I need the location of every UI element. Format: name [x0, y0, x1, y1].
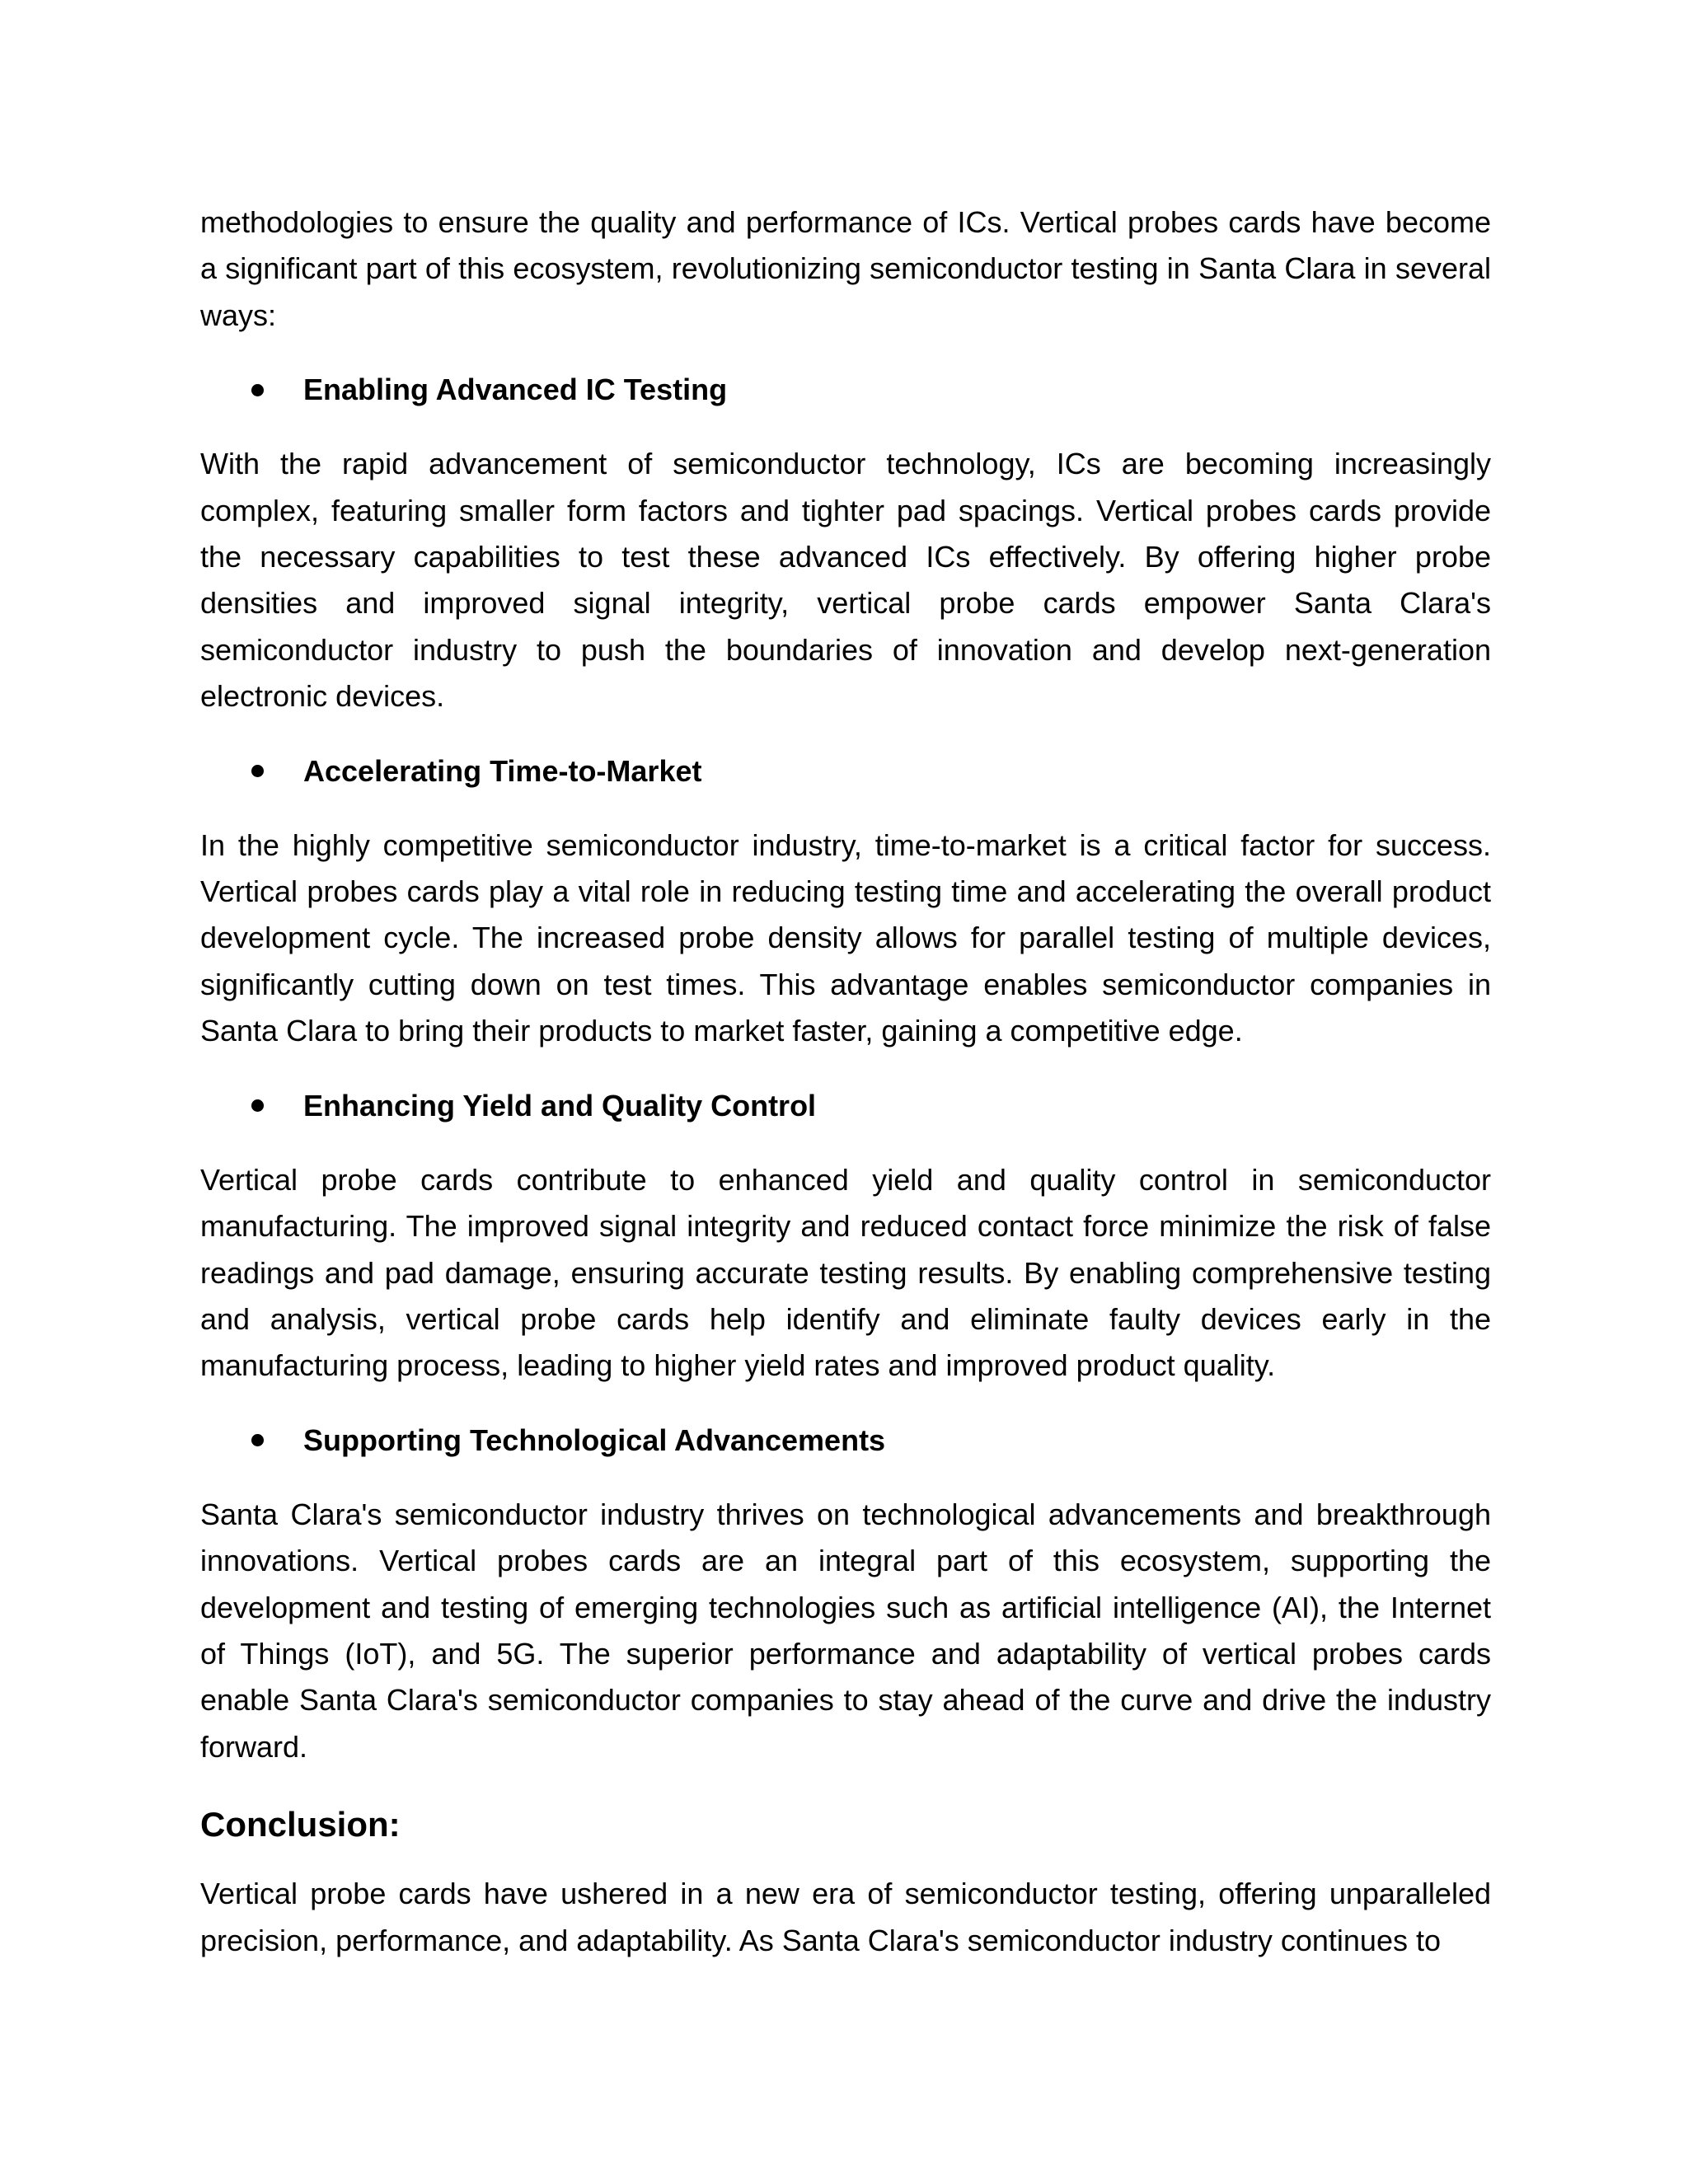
section-heading-technological-advancements	[200, 1418, 1491, 1464]
conclusion-heading: Conclusion:	[200, 1805, 401, 1844]
section-paragraph-yield-quality: Vertical probe cards contribute to enhanced yield and quality control in semiconductor manufacturing. The improved signal integrity and reduced contact force minimize the risk of false readings and pad damage, ensuring accurate testing results. By enabling comprehensive testing and analysis, vertical probe cards help identify and eliminate faulty devices early in the manufacturing process, leading to higher yield rates and improved product quality.	[200, 1162, 1491, 1383]
bullet-icon	[251, 765, 264, 777]
section-paragraph-advanced-ic-testing: With the rapid advancement of semiconductor technology, ICs are becoming increasingly complex, featuring smaller form factors and tighter pad spacings. Vertical probes cards provide the necessary capabilities to test these advanced ICs effectively. By offering higher probe densities and improved signal integrity, vertical probe cards empower Santa Clara's semiconductor industry to push the boundaries of innovation and develop next-generation electronic devices.	[200, 447, 1491, 714]
section-title: Enhancing Yield and Quality Control	[303, 1088, 817, 1122]
section-title: Enabling Advanced IC Testing	[303, 373, 728, 407]
document-page	[200, 199, 1491, 1992]
bullet-icon	[251, 1434, 264, 1446]
intro-paragraph: methodologies to ensure the quality and performance of ICs. Vertical probes cards have become a significant part of this ecosystem, revolutionizing semiconductor testing in Santa Clara in several ways:	[200, 205, 1491, 332]
section-heading-advanced-ic-testing	[200, 367, 1491, 413]
section-heading-time-to-market	[200, 748, 1491, 794]
section-title: Accelerating Time-to-Market	[303, 753, 702, 788]
section-paragraph-technological-advancements: Santa Clara's semiconductor industry thrives on technological advancements and breakthrough innovations. Vertical probes cards are an integral part of this ecosystem, supporting the development and testing of emerging technologies such as artificial intelligence (AI), the Internet of Things (IoT), and 5G. The superior performance and adaptability of vertical probes cards enable Santa Clara's semiconductor companies to stay ahead of the curve and drive the industry forward.	[200, 1497, 1491, 1764]
conclusion-paragraph: Vertical probe cards have ushered in a new era of semiconductor testing, offering unparalleled precision, performance, and adaptability. As Santa Clara's semiconductor industry continues to	[200, 1877, 1491, 1957]
section-title: Supporting Technological Advancements	[303, 1422, 886, 1457]
section-paragraph-time-to-market: In the highly competitive semiconductor industry, time-to-market is a critical factor for success. Vertical probes cards play a vital role in reducing testing time and accelerating the overall product development cycle. The increased probe density allows for parallel testing of multiple devices, significantly cutting down on test times. This advantage enables semiconductor companies in Santa Clara to bring their products to market faster, gaining a competitive edge.	[200, 827, 1491, 1048]
bullet-icon	[251, 384, 264, 396]
section-heading-yield-quality	[200, 1083, 1491, 1129]
bullet-icon	[251, 1099, 264, 1112]
